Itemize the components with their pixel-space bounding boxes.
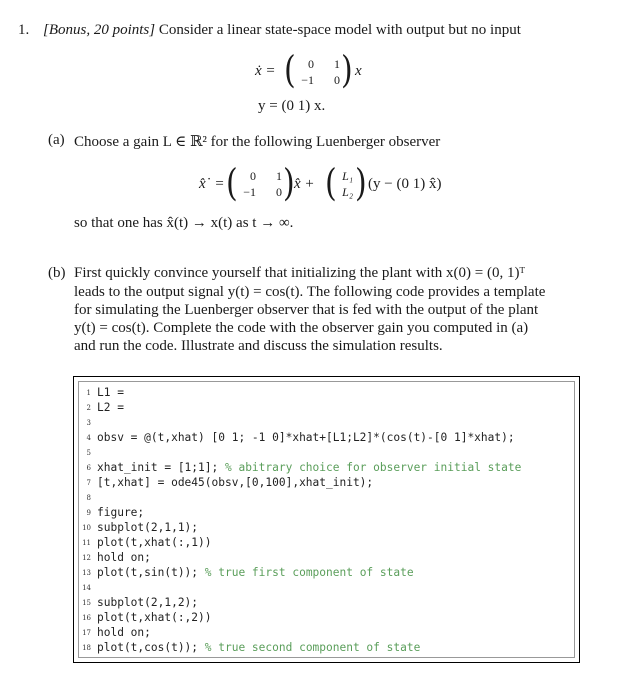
code-text: plot(t,xhat(:,1)): [97, 536, 212, 549]
output-equation: y = (0 1) x.: [258, 98, 326, 114]
problem-statement: Consider a linear state-space model with output but no input: [158, 22, 521, 38]
code-line: [79, 476, 574, 490]
line-number: 2: [86, 404, 91, 412]
matrix-a-entry: 1: [276, 169, 282, 183]
code-text: plot(t,xhat(:,2)): [97, 611, 212, 624]
code-line: [79, 581, 574, 595]
line-number: 7: [86, 479, 91, 487]
code-frame: [78, 381, 575, 658]
part-a-label: (a): [48, 132, 65, 148]
matrix-a-entry: −1: [243, 185, 256, 199]
code-line: [79, 386, 574, 400]
code-text: plot(t,sin(t)); % true first component of state: [97, 566, 414, 579]
gain-entry: L₂: [342, 185, 353, 199]
code-text: hold on;: [97, 551, 151, 564]
part-b-label: (b): [48, 265, 66, 281]
code-line: [79, 611, 574, 625]
bonus-label: [Bonus, 20 points]: [43, 22, 156, 38]
code-text: subplot(2,1,2);: [97, 596, 199, 609]
code-line: [79, 521, 574, 535]
line-number: 16: [82, 614, 91, 622]
line-number: 10: [82, 524, 91, 532]
code-line: [79, 446, 574, 460]
code-text: xhat_init = [1;1]; % abitrary choice for observer initial state: [97, 461, 522, 474]
code-line: [79, 416, 574, 430]
line-number: 4: [86, 434, 91, 442]
code-comment: % true second component of state: [204, 641, 421, 654]
code-line: [79, 551, 574, 565]
line-number: 5: [86, 449, 91, 457]
code-listing: [73, 376, 580, 663]
line-number: 12: [82, 554, 91, 562]
code-line: [79, 461, 574, 475]
line-number: 8: [86, 494, 91, 502]
part-a-text: Choose a gain L ∈ ℝ² for the following Luenberger observer: [74, 134, 441, 150]
code-line: [79, 536, 574, 550]
code-line: [79, 641, 574, 655]
code-text: obsv = @(t,xhat) [0 1; -1 0]*xhat+[L1;L2]*(cos(t)-[0 1]*xhat);: [97, 431, 515, 444]
code-text: subplot(2,1,1);: [97, 521, 199, 534]
code-comment: % true first component of state: [204, 566, 414, 579]
code-line: [79, 506, 574, 520]
observer-lhs: x̂˙ =: [199, 176, 225, 192]
part-b-line: and run the code. Illustrate and discuss the simulation results.: [74, 338, 443, 354]
line-number: 18: [82, 644, 91, 652]
matrix-a-entry: 0: [308, 57, 314, 71]
code-text: L1 =: [97, 386, 124, 399]
line-number: 1: [86, 389, 91, 397]
line-number: 13: [82, 569, 91, 577]
matrix-a-entry: 1: [334, 57, 340, 71]
line-number: 15: [82, 599, 91, 607]
part-b-line: y(t) = cos(t). Complete the code with the observer gain you computed in (a): [74, 320, 529, 336]
code-line: [79, 566, 574, 580]
code-line: [79, 626, 574, 640]
matrix-a-entry: 0: [250, 169, 256, 183]
observer-innovation: (y − (0 1) x̂): [368, 176, 442, 192]
code-line: [79, 401, 574, 415]
code-text: [t,xhat] = ode45(obsv,[0,100],xhat_init);: [97, 476, 374, 489]
code-text: hold on;: [97, 626, 151, 639]
part-b-line: leads to the output signal y(t) = cos(t). The following code provides a template: [74, 284, 546, 300]
observer-xhat-plus: x̂ +: [294, 176, 315, 192]
model-x-var: x: [355, 63, 362, 79]
part-b-line: First quickly convince yourself that initializing the plant with x(0) = (0, 1)ᵀ: [74, 265, 525, 281]
part-b-line: for simulating the Luenberger observer that is fed with the output of the plant: [74, 302, 539, 318]
line-number: 9: [86, 509, 91, 517]
matrix-a-entry: 0: [334, 73, 340, 87]
part-a-conclusion: so that one has x̂(t) → x(t) as t → ∞.: [74, 215, 294, 231]
line-number: 3: [86, 419, 91, 427]
code-text: plot(t,cos(t)); % true second component of state: [97, 641, 421, 654]
code-text: L2 =: [97, 401, 124, 414]
line-number: 6: [86, 464, 91, 472]
matrix-a-entry: 0: [276, 185, 282, 199]
problem-number: 1.: [18, 22, 30, 38]
code-comment: % abitrary choice for observer initial state: [224, 461, 522, 474]
code-line: [79, 491, 574, 505]
code-text: figure;: [97, 506, 145, 519]
model-xdot-lhs: ẋ =: [255, 63, 276, 79]
line-number: 17: [82, 629, 91, 637]
line-number: 14: [82, 584, 91, 592]
code-line: [79, 431, 574, 445]
matrix-a-entry: −1: [301, 73, 314, 87]
gain-entry: L₁: [342, 169, 353, 183]
code-line: [79, 596, 574, 610]
line-number: 11: [82, 539, 91, 547]
